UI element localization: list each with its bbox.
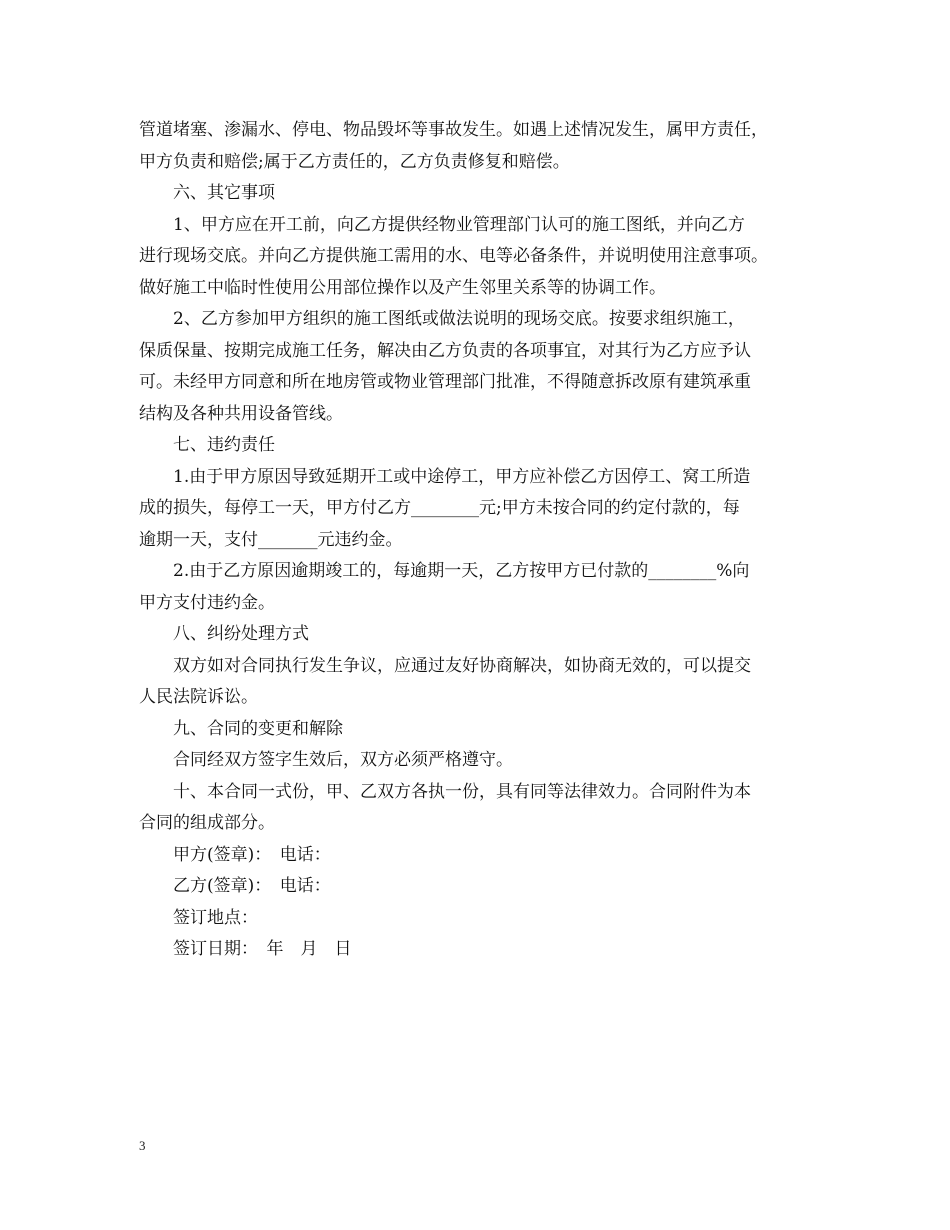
body-line: 甲方负责和赔偿;属于乙方责任的，乙方负责修复和赔偿。 <box>139 151 570 172</box>
body-line: 人民法院诉讼。 <box>139 687 258 707</box>
section-heading-breach-liability: 七、违约责任 <box>173 435 275 455</box>
body-line: 2.由于乙方原因逾期竣工的，每逾期一天，乙方按甲方已付款的________%向 <box>173 561 750 581</box>
body-line: 甲方支付违约金。 <box>139 592 275 613</box>
body-line: 十、本合同一式份，甲、乙双方各执一份，具有同等法律效力。合同附件为本 <box>173 781 751 802</box>
signing-location: 签订地点： <box>173 907 258 928</box>
body-line: 进行现场交底。并向乙方提供施工需用的水、电等必备条件，并说明使用注意事项。 <box>139 246 768 266</box>
body-line: 合同的组成部分。 <box>139 813 275 833</box>
signing-date: 签订日期： 年 月 日 <box>173 939 352 959</box>
body-line: 管道堵塞、渗漏水、停电、物品毁坏等事故发生。如遇上述情况发生，属甲方责任， <box>139 120 768 140</box>
section-heading-contract-changes: 九、合同的变更和解除 <box>173 718 343 739</box>
document-body <box>139 115 839 966</box>
page-number: 3 <box>139 1138 146 1153</box>
body-line: 做好施工中临时性使用公用部位操作以及产生邻里关系等的协调工作。 <box>139 277 666 298</box>
signature-party-a: 甲方(签章)： 电话： <box>173 844 331 865</box>
body-line: 双方如对合同执行发生争议，应通过友好协商解决，如协商无效的，可以提交 <box>173 655 751 676</box>
body-line: 成的损失，每停工一天，甲方付乙方________元;甲方未按合同的约定付款的，每 <box>139 498 740 518</box>
body-line: 可。未经甲方同意和所在地房管或物业管理部门批准，不得随意拆改原有建筑承重 <box>139 372 751 392</box>
body-line: 1、甲方应在开工前，向乙方提供经物业管理部门认可的施工图纸，并向乙方 <box>173 214 745 235</box>
body-line: 保质保量、按期完成施工任务，解决由乙方负责的各项事宜，对其行为乙方应予认 <box>139 340 751 361</box>
body-line: 结构及各种共用设备管线。 <box>139 403 343 424</box>
body-line: 2、乙方参加甲方组织的施工图纸或做法说明的现场交底。按要求组织施工， <box>173 309 745 329</box>
body-line: 1.由于甲方原因导致延期开工或中途停工，甲方应补偿乙方因停工、窝工所造 <box>173 466 751 487</box>
body-line: 合同经双方签字生效后，双方必须严格遵守。 <box>173 750 513 770</box>
signature-party-b: 乙方(签章)： 电话： <box>173 876 331 896</box>
section-heading-other-matters: 六、其它事项 <box>173 183 275 203</box>
section-heading-dispute-resolution: 八、纠纷处理方式 <box>173 624 309 644</box>
body-line: 逾期一天，支付_______元违约金。 <box>139 529 403 550</box>
